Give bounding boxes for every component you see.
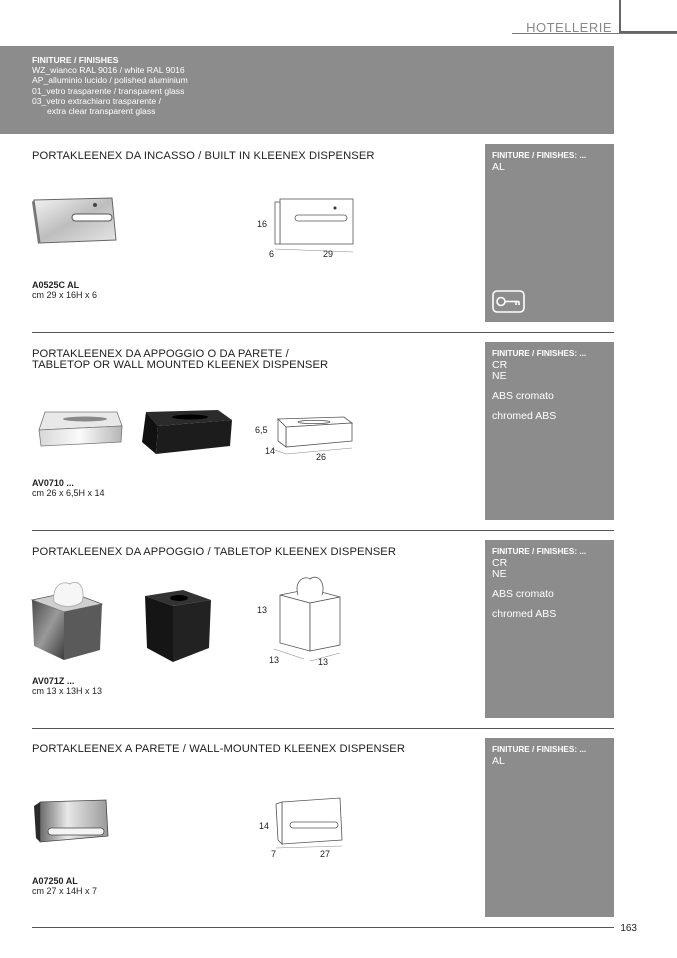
header-rule xyxy=(512,33,677,34)
product-code-block xyxy=(32,478,105,498)
footer-rule xyxy=(32,927,614,928)
dimension-depth: 14 xyxy=(265,446,276,456)
page-number: 163 xyxy=(620,923,637,934)
finish-code: AL xyxy=(492,755,505,767)
product-photo-black-tabletop-dispenser xyxy=(140,408,235,456)
section-divider xyxy=(32,728,614,729)
finishes-panel-heading: FINITURE / FINISHES: ... xyxy=(492,349,587,358)
dimension-depth: 13 xyxy=(269,655,280,665)
product-size: cm 26 x 6,5H x 14 xyxy=(32,488,105,498)
product-photo-chrome-tabletop-dispenser xyxy=(37,410,127,450)
finishes-panel xyxy=(485,540,614,718)
section-title-line: PORTAKLEENEX DA INCASSO / BUILT IN KLEENEX DISPENSER xyxy=(32,150,375,162)
product-photo-built-in-dispenser xyxy=(32,196,122,246)
section-divider xyxy=(32,530,614,531)
finish-note: ABS cromato xyxy=(492,390,554,402)
section-title xyxy=(32,547,396,558)
finishes-panel xyxy=(485,738,614,917)
dimension-width: 29 xyxy=(323,249,334,259)
section-divider xyxy=(32,332,614,333)
dimension-height: 13 xyxy=(257,605,268,615)
finish-line: 01_vetro trasparente / transparent glass xyxy=(32,85,185,96)
finish-codes xyxy=(492,360,507,381)
dimension-depth: 6 xyxy=(269,249,275,259)
header-corner-mark xyxy=(619,0,677,33)
dimension-width: 27 xyxy=(320,849,331,859)
section-title-line: PORTAKLEENEX DA APPOGGIO / TABLETOP KLEENEX DISPENSER xyxy=(32,546,397,558)
product-photo-chrome-cube-dispenser xyxy=(30,578,105,663)
product-photo-black-cube-dispenser xyxy=(143,586,213,664)
section-title xyxy=(32,349,328,371)
finish-line: WZ_wianco RAL 9016 / white RAL 9016 xyxy=(32,65,185,76)
finishes-panel-heading: FINITURE / FINISHES: ... xyxy=(492,151,587,160)
finishes-panel xyxy=(485,144,614,322)
finish-line: AP_alluminio lucido / polished aluminium xyxy=(32,75,188,86)
finish-note: chromed ABS xyxy=(492,608,557,620)
drawing-cube-dispenser xyxy=(272,573,347,668)
section-title xyxy=(32,744,405,755)
product-code: AV0710 ... xyxy=(32,478,74,488)
key-icon xyxy=(492,290,526,314)
dimension-height: 6,5 xyxy=(255,425,268,435)
product-code-block xyxy=(32,876,97,896)
dimension-height: 14 xyxy=(259,821,270,831)
finishes-panel xyxy=(485,342,614,520)
product-size: cm 27 x 14H x 7 xyxy=(32,886,98,896)
product-photo-wall-mounted-dispenser xyxy=(34,798,116,846)
section-title-line: PORTAKLEENEX A PARETE / WALL-MOUNTED KLEENEX DISPENSER xyxy=(32,743,406,755)
finish-note: ABS cromato xyxy=(492,588,554,600)
finish-code: NE xyxy=(492,567,507,580)
section-title-line: TABLETOP OR WALL MOUNTED KLEENEX DISPENSER xyxy=(32,359,329,371)
finish-code: CR xyxy=(492,557,508,569)
product-code-block xyxy=(32,280,97,300)
finishes-legend xyxy=(0,46,614,134)
finish-line: extra clear transparent glass xyxy=(47,106,156,117)
page-header-title: HOTELLERIE xyxy=(526,20,612,35)
product-size: cm 29 x 16H x 6 xyxy=(32,290,98,300)
drawing-built-in-dispenser xyxy=(275,197,360,257)
section-title-line: PORTAKLEENEX DA APPOGGIO O DA PARETE / xyxy=(32,348,289,360)
product-code: A0525C AL xyxy=(32,280,80,290)
dimension-width: 26 xyxy=(316,452,327,462)
dimension-height: 16 xyxy=(257,219,268,229)
finish-line: 03_vetro extrachiaro trasparente / xyxy=(32,95,161,106)
finishes-heading: FINITURE / FINISHES xyxy=(32,55,119,65)
product-code: A07250 AL xyxy=(32,876,78,886)
drawing-tabletop-dispenser xyxy=(272,415,357,460)
finish-note: chromed ABS xyxy=(492,410,557,422)
finish-code: NE xyxy=(492,369,507,382)
drawing-wall-mounted-dispenser xyxy=(276,796,348,856)
finishes-panel-heading: FINITURE / FINISHES: ... xyxy=(492,547,587,556)
dimension-width: 13 xyxy=(318,657,329,667)
finish-code: CR xyxy=(492,359,508,371)
finish-codes xyxy=(492,558,507,579)
dimension-depth: 7 xyxy=(271,849,277,859)
product-size: cm 13 x 13H x 13 xyxy=(32,686,103,696)
section-title xyxy=(32,151,375,162)
finishes-panel-heading: FINITURE / FINISHES: ... xyxy=(492,745,587,754)
product-code: AV071Z ... xyxy=(32,676,75,686)
finish-code: AL xyxy=(492,161,505,173)
product-code-block xyxy=(32,676,102,696)
